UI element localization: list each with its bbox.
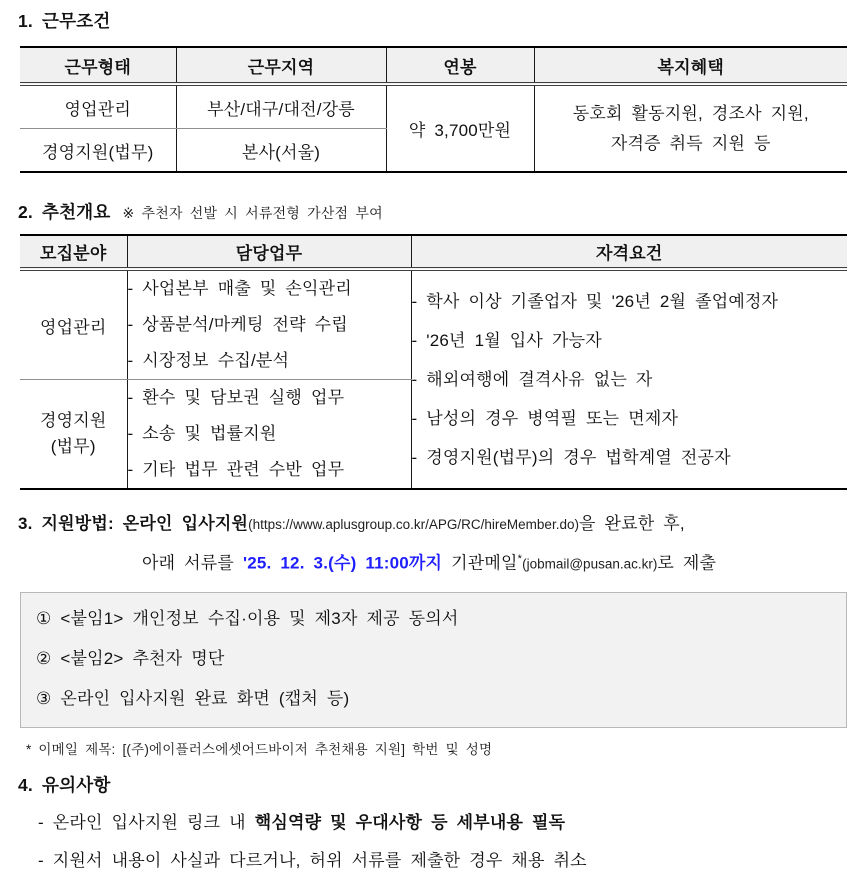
duty-item: - 환수 및 담보권 실행 업무 [127, 388, 345, 407]
line2-head: 아래 서류를 [142, 553, 235, 573]
apply-url: (https://www.aplusgroup.co.kr/APG/RC/hireMember.do) [248, 517, 579, 532]
cell-work-type-2: 경영지원(법무) [20, 129, 176, 173]
attachment-item-2: ② <붙임2> 추천자 명단 [36, 648, 225, 668]
attachment-box [20, 592, 847, 728]
table-header-row [20, 235, 847, 269]
field-line-2: (법무) [50, 437, 96, 456]
cell-qualifications [411, 269, 847, 489]
recommendation-table [20, 234, 847, 490]
email-subject-footnote: * 이메일 제목: [(주)에이플러스에셋어드바이저 추천채용 지원] 학번 및 성명 [26, 741, 493, 757]
mail-asterisk: * [517, 553, 523, 565]
notice-bullet-1 [38, 811, 860, 835]
duty-item: - 기타 법무 관련 수반 업무 [127, 460, 345, 479]
application-method-line2 [142, 546, 860, 578]
table-header-row [20, 47, 847, 84]
cell-duties-sales [127, 269, 411, 380]
field-line-1: 경영지원 [40, 411, 107, 430]
cell-work-type-1: 영업관리 [20, 84, 176, 129]
line1-tail: 을 완료한 후, [578, 514, 685, 533]
section3-title: 3. 지원방법: [18, 514, 114, 533]
line2-tail: 로 제출 [657, 553, 717, 573]
bullet1-bold: 핵심역량 및 우대사항 등 세부내용 필독 [254, 812, 566, 832]
header-field: 모집분야 [20, 235, 127, 269]
attachment-item-3: ③ 온라인 입사지원 완료 화면 (캡처 등) [36, 688, 350, 708]
mail-label: 기관메일 [451, 553, 518, 573]
attachment-item-1: ① <붙임1> 개인정보 수집·이용 및 제3자 제공 동의서 [36, 608, 459, 628]
cell-salary: 약 3,700만원 [386, 84, 534, 172]
section2-heading [18, 199, 860, 224]
qualification-item: - 남성의 경우 병역필 또는 면제자 [411, 409, 679, 428]
table-row [20, 269, 847, 380]
application-method-section [0, 511, 860, 578]
table-row [20, 84, 847, 129]
cell-duties-legal [127, 380, 411, 490]
header-qualifications: 자격요건 [411, 235, 847, 269]
section1-title: 1. 근무조건 [18, 11, 111, 31]
section4-title: 4. 유의사항 [18, 774, 111, 795]
cell-region-2: 본사(서울) [176, 129, 386, 173]
header-work-type: 근무형태 [20, 47, 176, 84]
qualification-item: - 학사 이상 기졸업자 및 '26년 2월 졸업예정자 [411, 292, 779, 311]
duty-item: - 소송 및 법률지원 [127, 424, 277, 443]
duty-item: - 상품분석/마케팅 전략 수립 [127, 315, 348, 334]
benefits-line-2: 자격증 취득 지원 등 [610, 133, 771, 153]
cell-field-sales: 영업관리 [20, 269, 127, 380]
cell-region-1: 부산/대구/대전/강릉 [176, 84, 386, 129]
header-region: 근무지역 [176, 47, 386, 84]
section2-title: 2. 추천개요 [18, 202, 111, 222]
header-benefits: 복지혜택 [534, 47, 847, 84]
benefits-line-1: 동호회 활동지원, 경조사 지원, [572, 103, 809, 123]
mail-address: (jobmail@pusan.ac.kr) [522, 556, 658, 572]
online-apply-label: 온라인 입사지원 [122, 514, 249, 533]
bullet1-head: - 온라인 입사지원 링크 내 [38, 812, 246, 832]
cell-benefits [534, 84, 847, 172]
duty-item: - 사업본부 매출 및 손익관리 [127, 279, 352, 298]
qualification-item: - 해외여행에 결격사유 없는 자 [411, 370, 653, 389]
cell-field-legal [20, 380, 127, 490]
header-salary: 연봉 [386, 47, 534, 84]
work-conditions-table [20, 46, 847, 173]
duty-item: - 시장정보 수집/분석 [127, 351, 290, 370]
deadline-text: '25. 12. 3.(수) 11:00까지 [242, 553, 443, 573]
application-method-line1 [18, 511, 860, 538]
section2-note: ※ 추천자 선발 시 서류전형 가산점 부여 [122, 205, 383, 221]
header-duties: 담당업무 [127, 235, 411, 269]
qualification-item: - 경영지원(법무)의 경우 법학계열 전공자 [411, 448, 731, 467]
qualification-item: - '26년 1월 입사 가능자 [411, 331, 602, 350]
notice-bullet-2: - 지원서 내용이 사실과 다르거나, 허위 서류를 제출한 경우 채용 취소 [38, 850, 587, 870]
